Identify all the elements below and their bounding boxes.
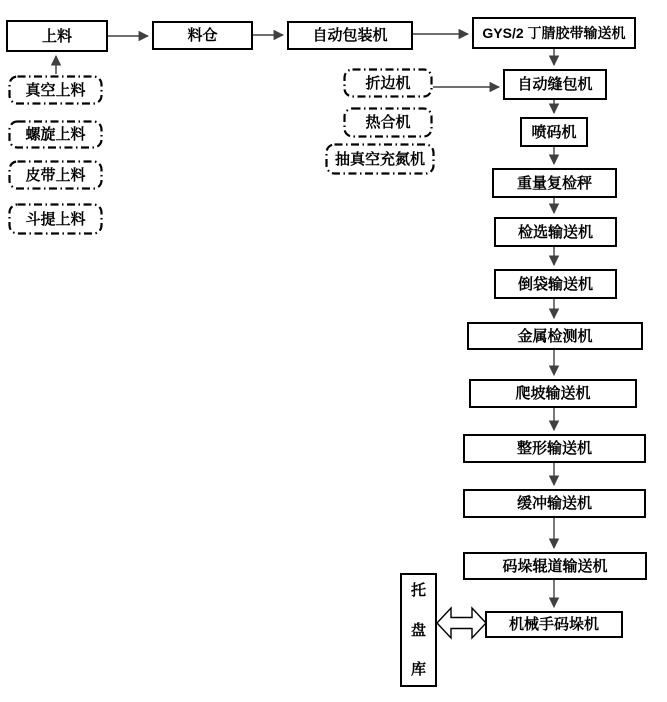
node-label: 检选输送机: [517, 223, 593, 241]
node-metal-detector: [467, 322, 643, 350]
node-belt-feeder: [8, 160, 103, 190]
node-label-char: 托: [410, 582, 426, 599]
node-palletizing-roller-conveyor: [463, 552, 647, 580]
node-vacuum-feeder: [8, 75, 103, 105]
node-label: 缓冲输送机: [516, 495, 592, 512]
node-bucket-elevator-feeder: [8, 203, 103, 235]
node-incline-conveyor: [469, 379, 637, 408]
node-vacuum-nitrogen-machine: [325, 143, 435, 175]
node-buffer-conveyor: [463, 489, 646, 518]
node-shaping-conveyor: [463, 434, 646, 463]
node-heat-sealing-machine: [343, 107, 433, 138]
node-label: 自动包装机: [312, 27, 388, 44]
node-nitrile-belt-conveyor: [472, 17, 636, 49]
node-label: 机械手码垛机: [508, 616, 599, 633]
node-robot-palletizer: [485, 611, 623, 638]
node-label: 折边机: [365, 74, 411, 92]
node-edge-folding-machine: [343, 68, 433, 98]
node-checkweigher: [492, 168, 617, 198]
node-label: GYS/2 丁腈胶带输送机: [482, 25, 626, 41]
node-label: 上料: [41, 27, 72, 45]
node-label: 码垛辊道输送机: [502, 557, 608, 575]
double-arrow: [437, 608, 486, 638]
node-label: 自动缝包机: [517, 76, 593, 93]
node-label: 爬坡输送机: [515, 385, 591, 402]
node-label: 螺旋上料: [25, 126, 86, 143]
node-label: 整形输送机: [516, 440, 592, 457]
node-label: 抽真空充氮机: [334, 150, 425, 168]
node-label: 料仓: [187, 27, 218, 44]
node-label-char: 盘: [410, 621, 426, 639]
node-feeding: [6, 20, 108, 52]
node-label: 热合机: [365, 114, 411, 131]
node-screw-feeder: [8, 120, 103, 149]
node-label: 真空上料: [25, 81, 86, 99]
node-pallet-magazine: [400, 573, 437, 687]
node-sorting-conveyor: [494, 217, 617, 247]
node-inkjet-coder: [520, 117, 588, 147]
node-label: 喷码机: [531, 123, 577, 141]
node-label-char: 库: [410, 661, 426, 678]
node-label: 重量复检秤: [516, 174, 592, 192]
node-bag-sewing-machine: [503, 69, 607, 100]
node-label: 金属检测机: [517, 327, 593, 345]
node-label: 斗提上料: [25, 210, 86, 228]
node-auto-packing-machine: [287, 21, 413, 50]
node-label: 倒袋输送机: [517, 275, 593, 293]
node-label: 皮带上料: [25, 166, 86, 184]
node-silo: [152, 21, 253, 50]
node-bag-turning-conveyor: [494, 269, 617, 299]
